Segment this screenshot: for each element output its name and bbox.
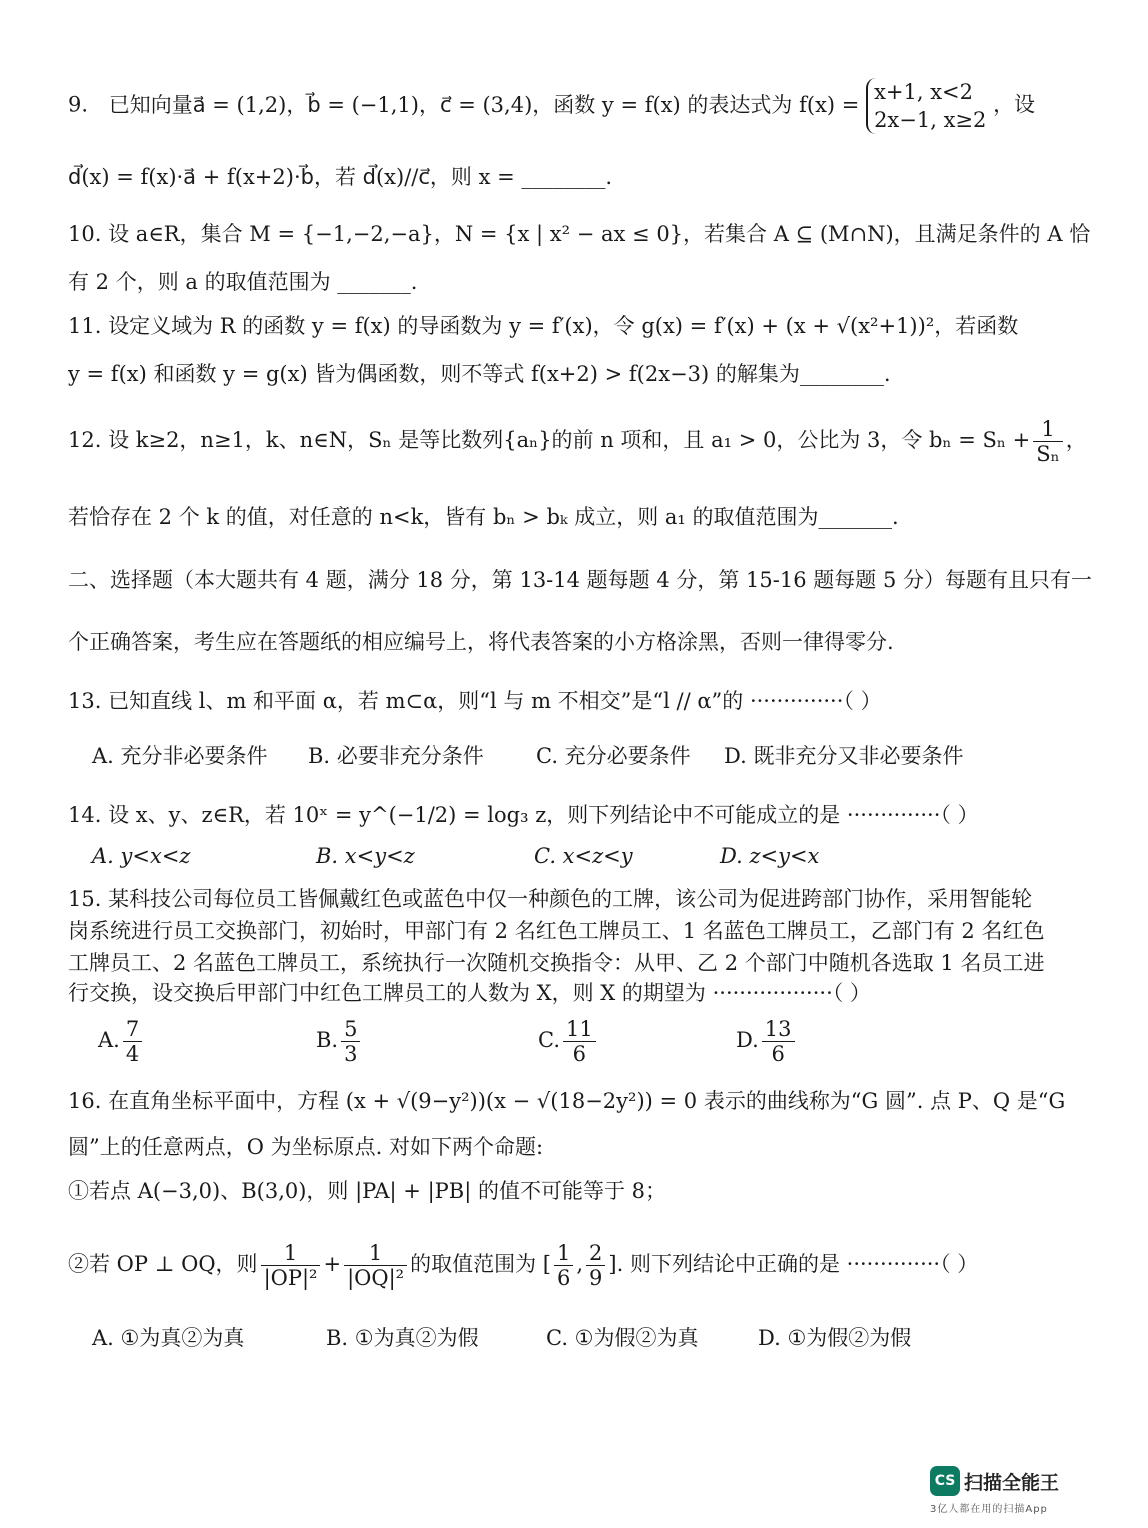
q16-range-high [586, 1241, 605, 1290]
q15-options [0, 1012, 1080, 1068]
q16-range-comma: , [576, 1252, 584, 1276]
q12-line1 [68, 414, 1148, 466]
q16-range-high-num: 2 [586, 1241, 605, 1266]
q15-option-b-label: B. [316, 1028, 339, 1052]
q16-frac-op [261, 1241, 321, 1290]
q13-stem: 13. 已知直线 l、m 和平面 α，若 m⊂α，则“l 与 m 不相交”是“l // α”的 ··············（ ） [68, 689, 882, 713]
q16-options [0, 1322, 1080, 1354]
section2-heading-line1: 二、选择题（本大题共有 4 题，满分 18 分，第 13-14 题每题 4 分，第 15-16 题每题 5 分）每题有且只有一 [68, 568, 1092, 592]
q15-option-c-den: 6 [572, 1042, 587, 1066]
q15-option-d-label: D. [736, 1028, 759, 1052]
q16-option-d: D. ①为假②为假 [758, 1326, 912, 1350]
q15-option-d-frac [762, 1017, 795, 1066]
q15-line2: 岗系统进行员工交换部门，初始时，甲部门有 2 名红色工牌员工、1 名蓝色工牌员工，乙部门有 2 名红色 [68, 919, 1045, 943]
q15-option-d [736, 1012, 798, 1068]
q12-frac-num: 1 [1033, 417, 1062, 442]
q14-option-d: D. z<y<x [720, 844, 820, 868]
q16-option-a: A. ①为真②为真 [92, 1326, 245, 1350]
q16-cond2-start: ②若 OP ⊥ OQ，则 [68, 1252, 258, 1276]
q13-option-d: D. 既非充分又非必要条件 [724, 744, 964, 768]
q15-option-b [316, 1012, 363, 1068]
q12-line2: 若恰存在 2 个 k 的值，对任意的 n<k，皆有 bₙ > bₖ 成立，则 a₁ 的取值范围为_______. [68, 505, 899, 529]
q15-option-a-label: A. [98, 1028, 120, 1052]
q15-option-a [98, 1012, 145, 1068]
q12-stem-part1: 12. 设 k≥2，n≥1，k、n∈N，Sₙ 是等比数列{aₙ}的前 n 项和，且 a₁ > 0，公比为 3，令 bₙ = Sₙ + [68, 428, 1031, 452]
q14-options [0, 844, 1080, 876]
q16-range-high-den: 9 [589, 1266, 603, 1290]
q11-line1: 11. 设定义域为 R 的函数 y = f(x) 的导函数为 y = f′(x)，令 g(x) = f′(x) + (x + √(x²+1))²，若函数 [68, 314, 1019, 338]
scanner-logo-icon: CS [930, 1466, 960, 1496]
q15-option-a-den: 4 [125, 1042, 140, 1066]
q16-option-b: B. ①为真②为假 [326, 1326, 479, 1350]
q12-frac-den: Sₙ [1036, 442, 1060, 466]
q16-frac-op-num: 1 [261, 1241, 321, 1266]
q15-option-b-num: 5 [341, 1017, 360, 1042]
q15-line1: 15. 某科技公司每位员工皆佩戴红色或蓝色中仅一种颜色的工牌，该公司为促进跨部门协作，采用智能轮 [68, 887, 1033, 911]
q15-option-d-den: 6 [771, 1042, 785, 1066]
scanner-app-name: 扫描全能王 [964, 1472, 1060, 1494]
q16-plus: + [323, 1252, 342, 1276]
q14-option-c: C. x<z<y [534, 844, 633, 868]
q12-stem-part2: ， [1065, 428, 1087, 452]
q13-option-a: A. 充分非必要条件 [92, 744, 268, 768]
q16-option-c: C. ①为假②为真 [546, 1326, 699, 1350]
q16-frac-op-den: |OP|² [263, 1266, 318, 1290]
q15-option-b-frac [341, 1017, 360, 1066]
q15-option-c [538, 1012, 599, 1068]
q9-piecewise [866, 78, 986, 134]
q9-stem-part2: ，设 [993, 92, 1036, 117]
q16-cond2-end: ]. 则下列结论中正确的是 ··············（ ） [608, 1252, 979, 1276]
q10-line2: 有 2 个，则 a 的取值范围为 _______. [68, 270, 418, 294]
q16-line4 [68, 1234, 1148, 1294]
q10-line1: 10. 设 a∈R，集合 M = {−1,−2,−a}，N = {x | x² − ax ≤ 0}，若集合 A ⊆ (M∩N)，且满足条件的 A 恰 [68, 222, 1091, 246]
q14-stem: 14. 设 x、y、z∈R，若 10ˣ = y^(−1/2) = log₃ z，则下列结论中不可能成立的是 ··············（ ） [68, 803, 979, 827]
q13-option-c: C. 充分必要条件 [536, 744, 691, 768]
q9-line2: d⃗(x) = f(x)·a⃗ + f(x+2)·b⃗，若 d⃗(x)//c⃗，则 x = ________. [68, 165, 613, 189]
q16-frac-oq [344, 1241, 407, 1290]
q16-range-low-num: 1 [554, 1241, 573, 1266]
q13-option-b: B. 必要非充分条件 [308, 744, 484, 768]
q16-range-low [554, 1241, 573, 1290]
q9-case2: 2x−1, x≥2 [874, 108, 987, 132]
q15-option-a-frac [123, 1017, 142, 1066]
q9-number: 9. [68, 92, 89, 117]
q15-line3: 工牌员工、2 名蓝色工牌员工，系统执行一次随机交换指令：从甲、乙 2 个部门中随机各选取 1 名员工进 [68, 951, 1045, 975]
q9-case1: x+1, x<2 [874, 80, 974, 104]
q9-line1 [68, 78, 1068, 134]
q15-option-c-label: C. [538, 1028, 560, 1052]
q16-range-low-den: 6 [556, 1266, 571, 1290]
q9-stem-part1: 已知向量a⃗ = (1,2)，b⃗ = (−1,1)，c⃗ = (3,4)，函数 y = f(x) 的表达式为 f(x) = [108, 92, 860, 117]
q16-line2: 圆”上的任意两点，O 为坐标原点. 对如下两个命题: [68, 1135, 544, 1159]
q15-option-d-num: 13 [762, 1017, 795, 1042]
q11-line2: y = f(x) 和函数 y = g(x) 皆为偶函数，则不等式 f(x+2) > f(2x−3) 的解集为________. [68, 362, 891, 386]
q14-option-b: B. x<y<z [316, 844, 415, 868]
q16-frac-oq-num: 1 [344, 1241, 407, 1266]
q15-line4: 行交换，设交换后甲部门中红色工牌员工的人数为 X，则 X 的期望为 ··················（ ） [68, 981, 871, 1005]
q15-option-c-frac [563, 1017, 596, 1066]
q16-line1: 16. 在直角坐标平面中，方程 (x + √(9−y²))(x − √(18−2y²)) = 0 表示的曲线称为“G 圆”. 点 P、Q 是“G [68, 1089, 1066, 1113]
q15-option-c-num: 11 [563, 1017, 596, 1042]
scanner-tagline: 3亿人都在用的扫描App [930, 1504, 1048, 1515]
section2-heading-line2: 个正确答案，考生应在答题纸的相应编号上，将代表答案的小方格涂黑，否则一律得零分. [68, 630, 894, 654]
q12-fraction [1033, 417, 1062, 466]
scanner-watermark [930, 1466, 1066, 1516]
q16-frac-oq-den: |OQ|² [347, 1266, 405, 1290]
q15-option-a-num: 7 [123, 1017, 142, 1042]
q15-option-b-den: 3 [344, 1042, 358, 1066]
q13-options [0, 740, 1080, 772]
q14-option-a: A. y<x<z [92, 844, 191, 868]
q16-line3: ①若点 A(−3,0)、B(3,0)，则 |PA| + |PB| 的值不可能等于 8； [68, 1179, 666, 1203]
q16-range-label: 的取值范围为 [ [410, 1252, 551, 1276]
